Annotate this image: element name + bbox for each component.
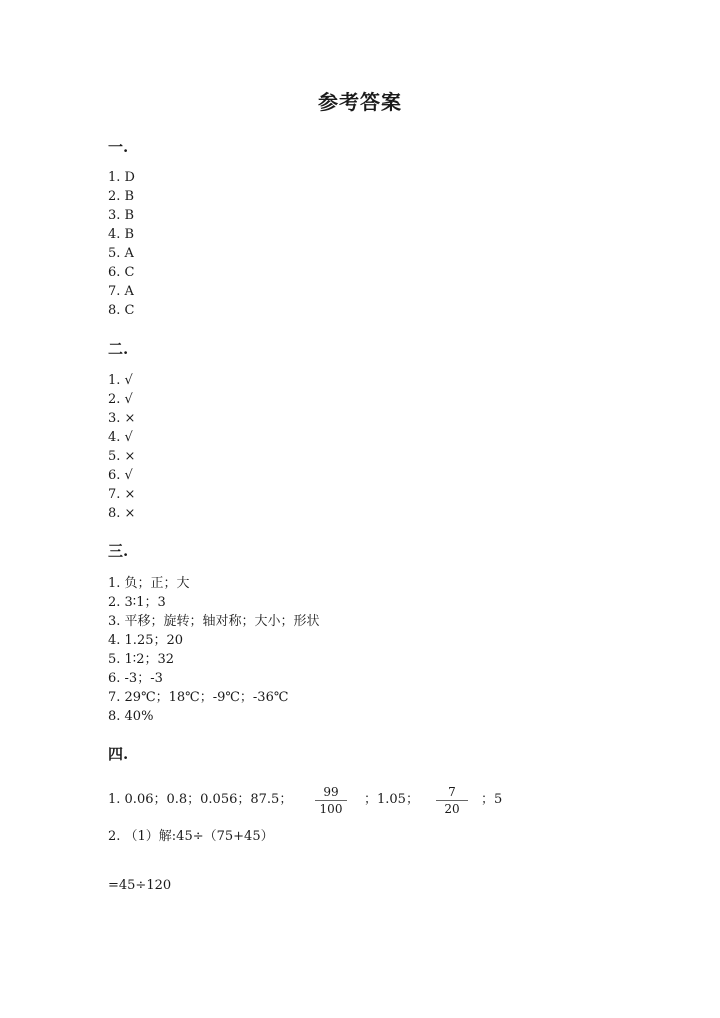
list-item: 5. × xyxy=(108,449,136,464)
list-item: 8. C xyxy=(108,303,135,318)
list-item: 3. B xyxy=(108,208,135,223)
list-item: 4. B xyxy=(108,227,135,242)
list-item: 6. C xyxy=(108,265,135,280)
answer-line-suffix: ；5 xyxy=(481,792,503,807)
fraction-2-denominator: 20 xyxy=(444,802,460,816)
list-item: 8. 40% xyxy=(108,709,154,724)
fraction-2-numerator: 7 xyxy=(448,785,456,799)
list-item: 6. √ xyxy=(108,468,133,483)
section-heading-1: 一. xyxy=(108,138,129,156)
list-item: 7. 29℃；18℃；-9℃；-36℃ xyxy=(108,690,289,705)
list-item: 2. （1）解:45÷（75+45） xyxy=(108,829,274,844)
answer-line-mid: ；1.05； xyxy=(364,792,419,807)
list-item: 6. -3；-3 xyxy=(108,671,163,686)
fraction-1-numerator: 99 xyxy=(323,785,339,799)
list-item: 1. 负；正；大 xyxy=(108,576,190,591)
list-item: 5. 1∶2；32 xyxy=(108,652,175,667)
list-item: 2. 3∶1；3 xyxy=(108,595,166,610)
list-item: 1. √ xyxy=(108,373,133,388)
answer-line-prefix: 1. 0.06；0.8；0.056；87.5； xyxy=(108,792,293,807)
list-item: 3. 平移；旋转；轴对称；大小；形状 xyxy=(108,614,320,629)
list-item: 7. × xyxy=(108,487,136,502)
list-item: 7. A xyxy=(108,284,134,299)
section-heading-4: 四. xyxy=(108,745,129,763)
list-item: 5. A xyxy=(108,246,134,261)
list-item: 2. √ xyxy=(108,392,133,407)
fraction-bar xyxy=(315,800,347,801)
list-item: 1. D xyxy=(108,170,135,185)
list-item: 2. B xyxy=(108,189,135,204)
page-title: 参考答案 xyxy=(318,90,402,114)
list-item: 8. × xyxy=(108,506,136,521)
list-item: =45÷120 xyxy=(108,878,172,893)
list-item: 3. × xyxy=(108,411,136,426)
fraction-1 xyxy=(313,785,349,816)
list-item: 4. √ xyxy=(108,430,133,445)
list-item: 4. 1.25；20 xyxy=(108,633,184,648)
fraction-2 xyxy=(434,785,470,816)
section-heading-3: 三. xyxy=(108,542,129,560)
section-heading-2: 二. xyxy=(108,340,129,358)
fraction-bar xyxy=(436,800,468,801)
fraction-1-denominator: 100 xyxy=(319,802,343,816)
